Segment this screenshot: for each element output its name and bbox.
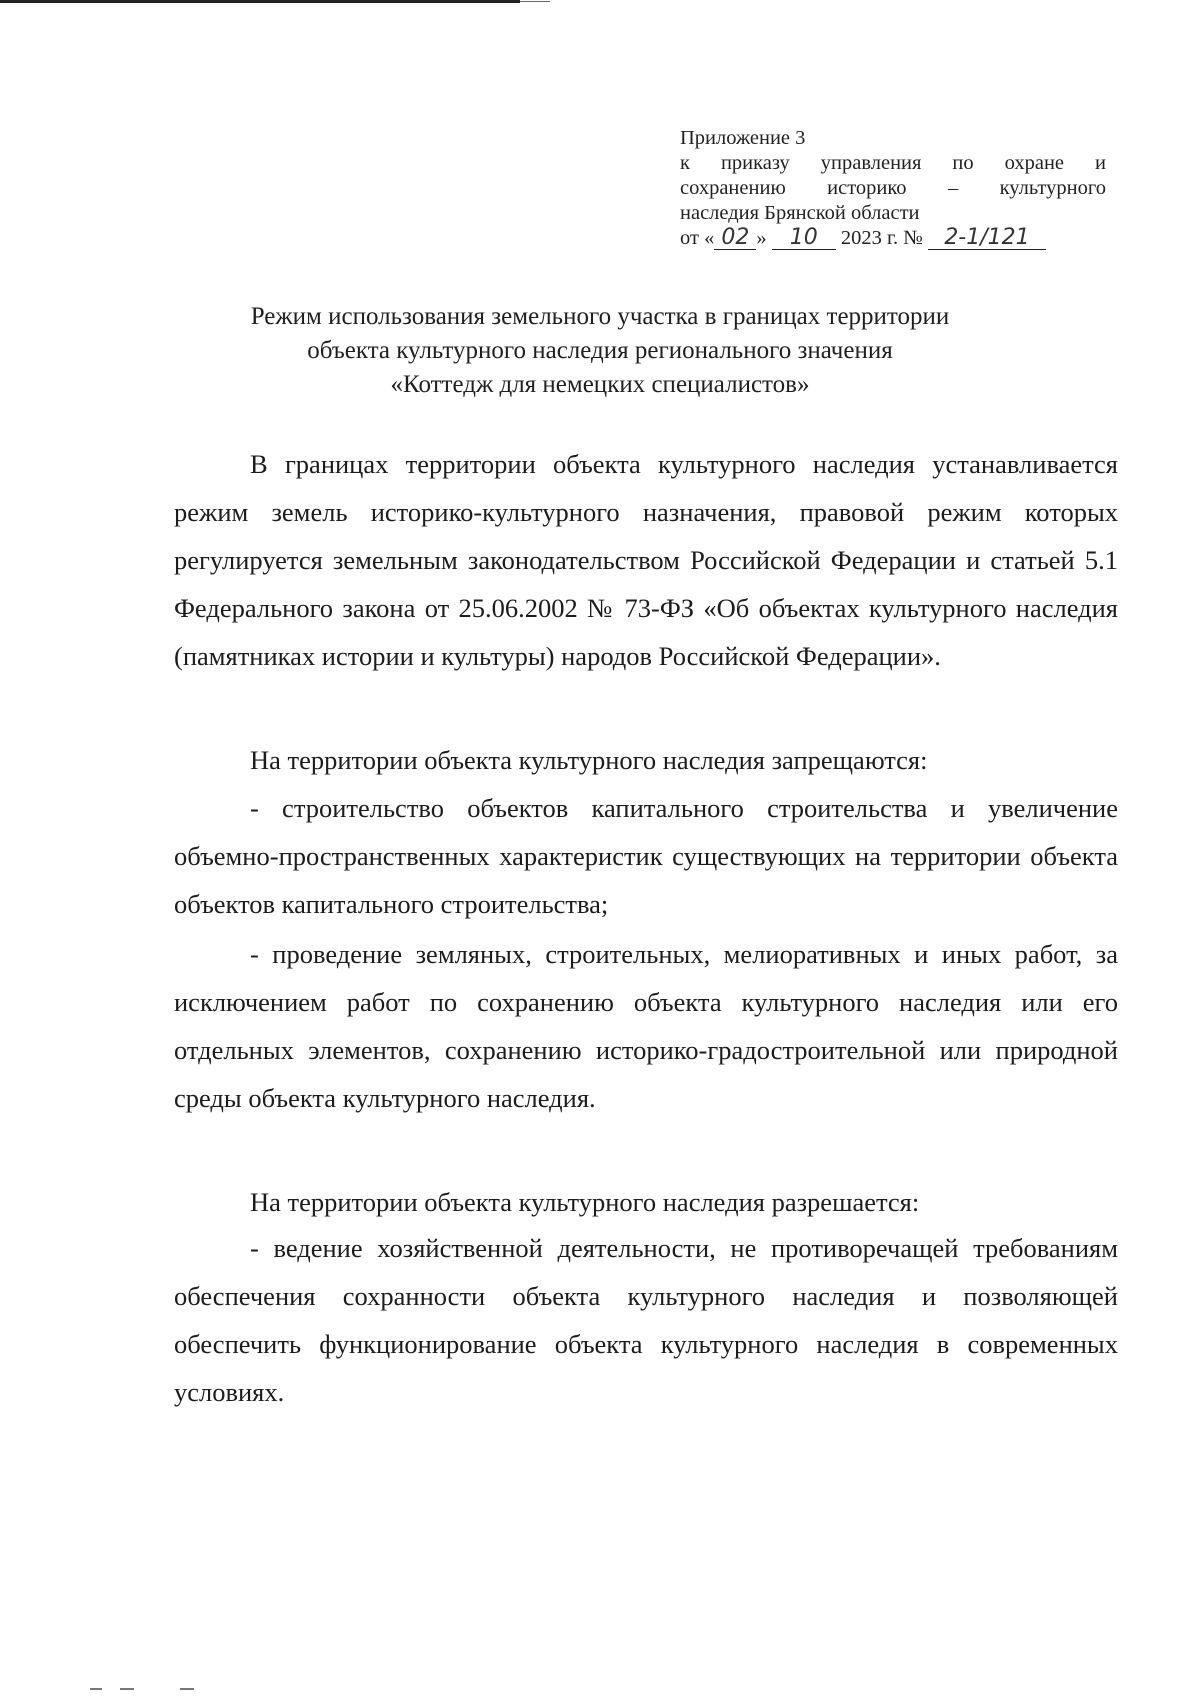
scan-edge-mark-faint xyxy=(520,1,550,2)
document-title xyxy=(160,300,1040,402)
appendix-header xyxy=(680,126,1106,251)
scan-edge-mark xyxy=(0,0,520,3)
date-prefix: от « xyxy=(680,227,715,249)
appendix-date-line xyxy=(680,226,1106,251)
list-item-prohibited-construction: - строительство объектов капитального строительства и увеличение объемно-пространственных характеристик существующих на территории объекта объектов капитального строительства; xyxy=(174,793,1118,919)
handwritten-month: 10 xyxy=(772,227,836,250)
date-mid: » xyxy=(756,227,767,249)
title-line-1: Режим использования земельного участка в границах территории xyxy=(250,303,950,330)
paragraph-land-regime: В границах территории объекта культурного наследия устанавливается режим земель историко-культурного назначения, правовой режим которых регулируется земельным законодательством Российской Федерации и статьей 5.1 Федерального закона от 25.06.2002 № 73-ФЗ «Об объектах культурного наследия (памятниках истории и культуры) народов Российской Федерации». xyxy=(174,449,1118,671)
paragraph-prohibited-heading: На территории объекта культурного наследия запрещаются: xyxy=(250,745,928,775)
title-line-3: «Коттедж для немецких специалистов» xyxy=(390,371,810,398)
list-item-prohibited-works: - проведение земляных, строительных, мелиоративных и иных работ, за исключением работ по сохранению объекта культурного наследия или его отдельных элементов, сохранению историко-градостроительной или природной среды объекта культурного наследия. xyxy=(174,939,1118,1113)
appendix-region: наследия Брянской области xyxy=(680,202,920,224)
appendix-number: Приложение 3 xyxy=(680,127,806,149)
appendix-department: сохранению историко – культурного xyxy=(680,177,1106,199)
date-year: 2023 г. № xyxy=(840,227,923,249)
appendix-order-ref: к приказу управления по охране и xyxy=(680,152,1106,174)
paragraph-permitted-heading: На территории объекта культурного наследия разрешается: xyxy=(250,1187,920,1217)
list-item-permitted-activity: - ведение хозяйственной деятельности, не противоречащей требованиям обеспечения сохранности объекта культурного наследия и позволяющей обеспечить функционирование объекта культурного наследия в современных условиях. xyxy=(174,1233,1118,1407)
handwritten-order-number: 2-1/121 xyxy=(928,227,1046,250)
scan-footer-marks xyxy=(90,1688,200,1690)
title-line-2: объекта культурного наследия регионального значения xyxy=(307,337,893,364)
handwritten-day: 02 xyxy=(714,227,756,250)
